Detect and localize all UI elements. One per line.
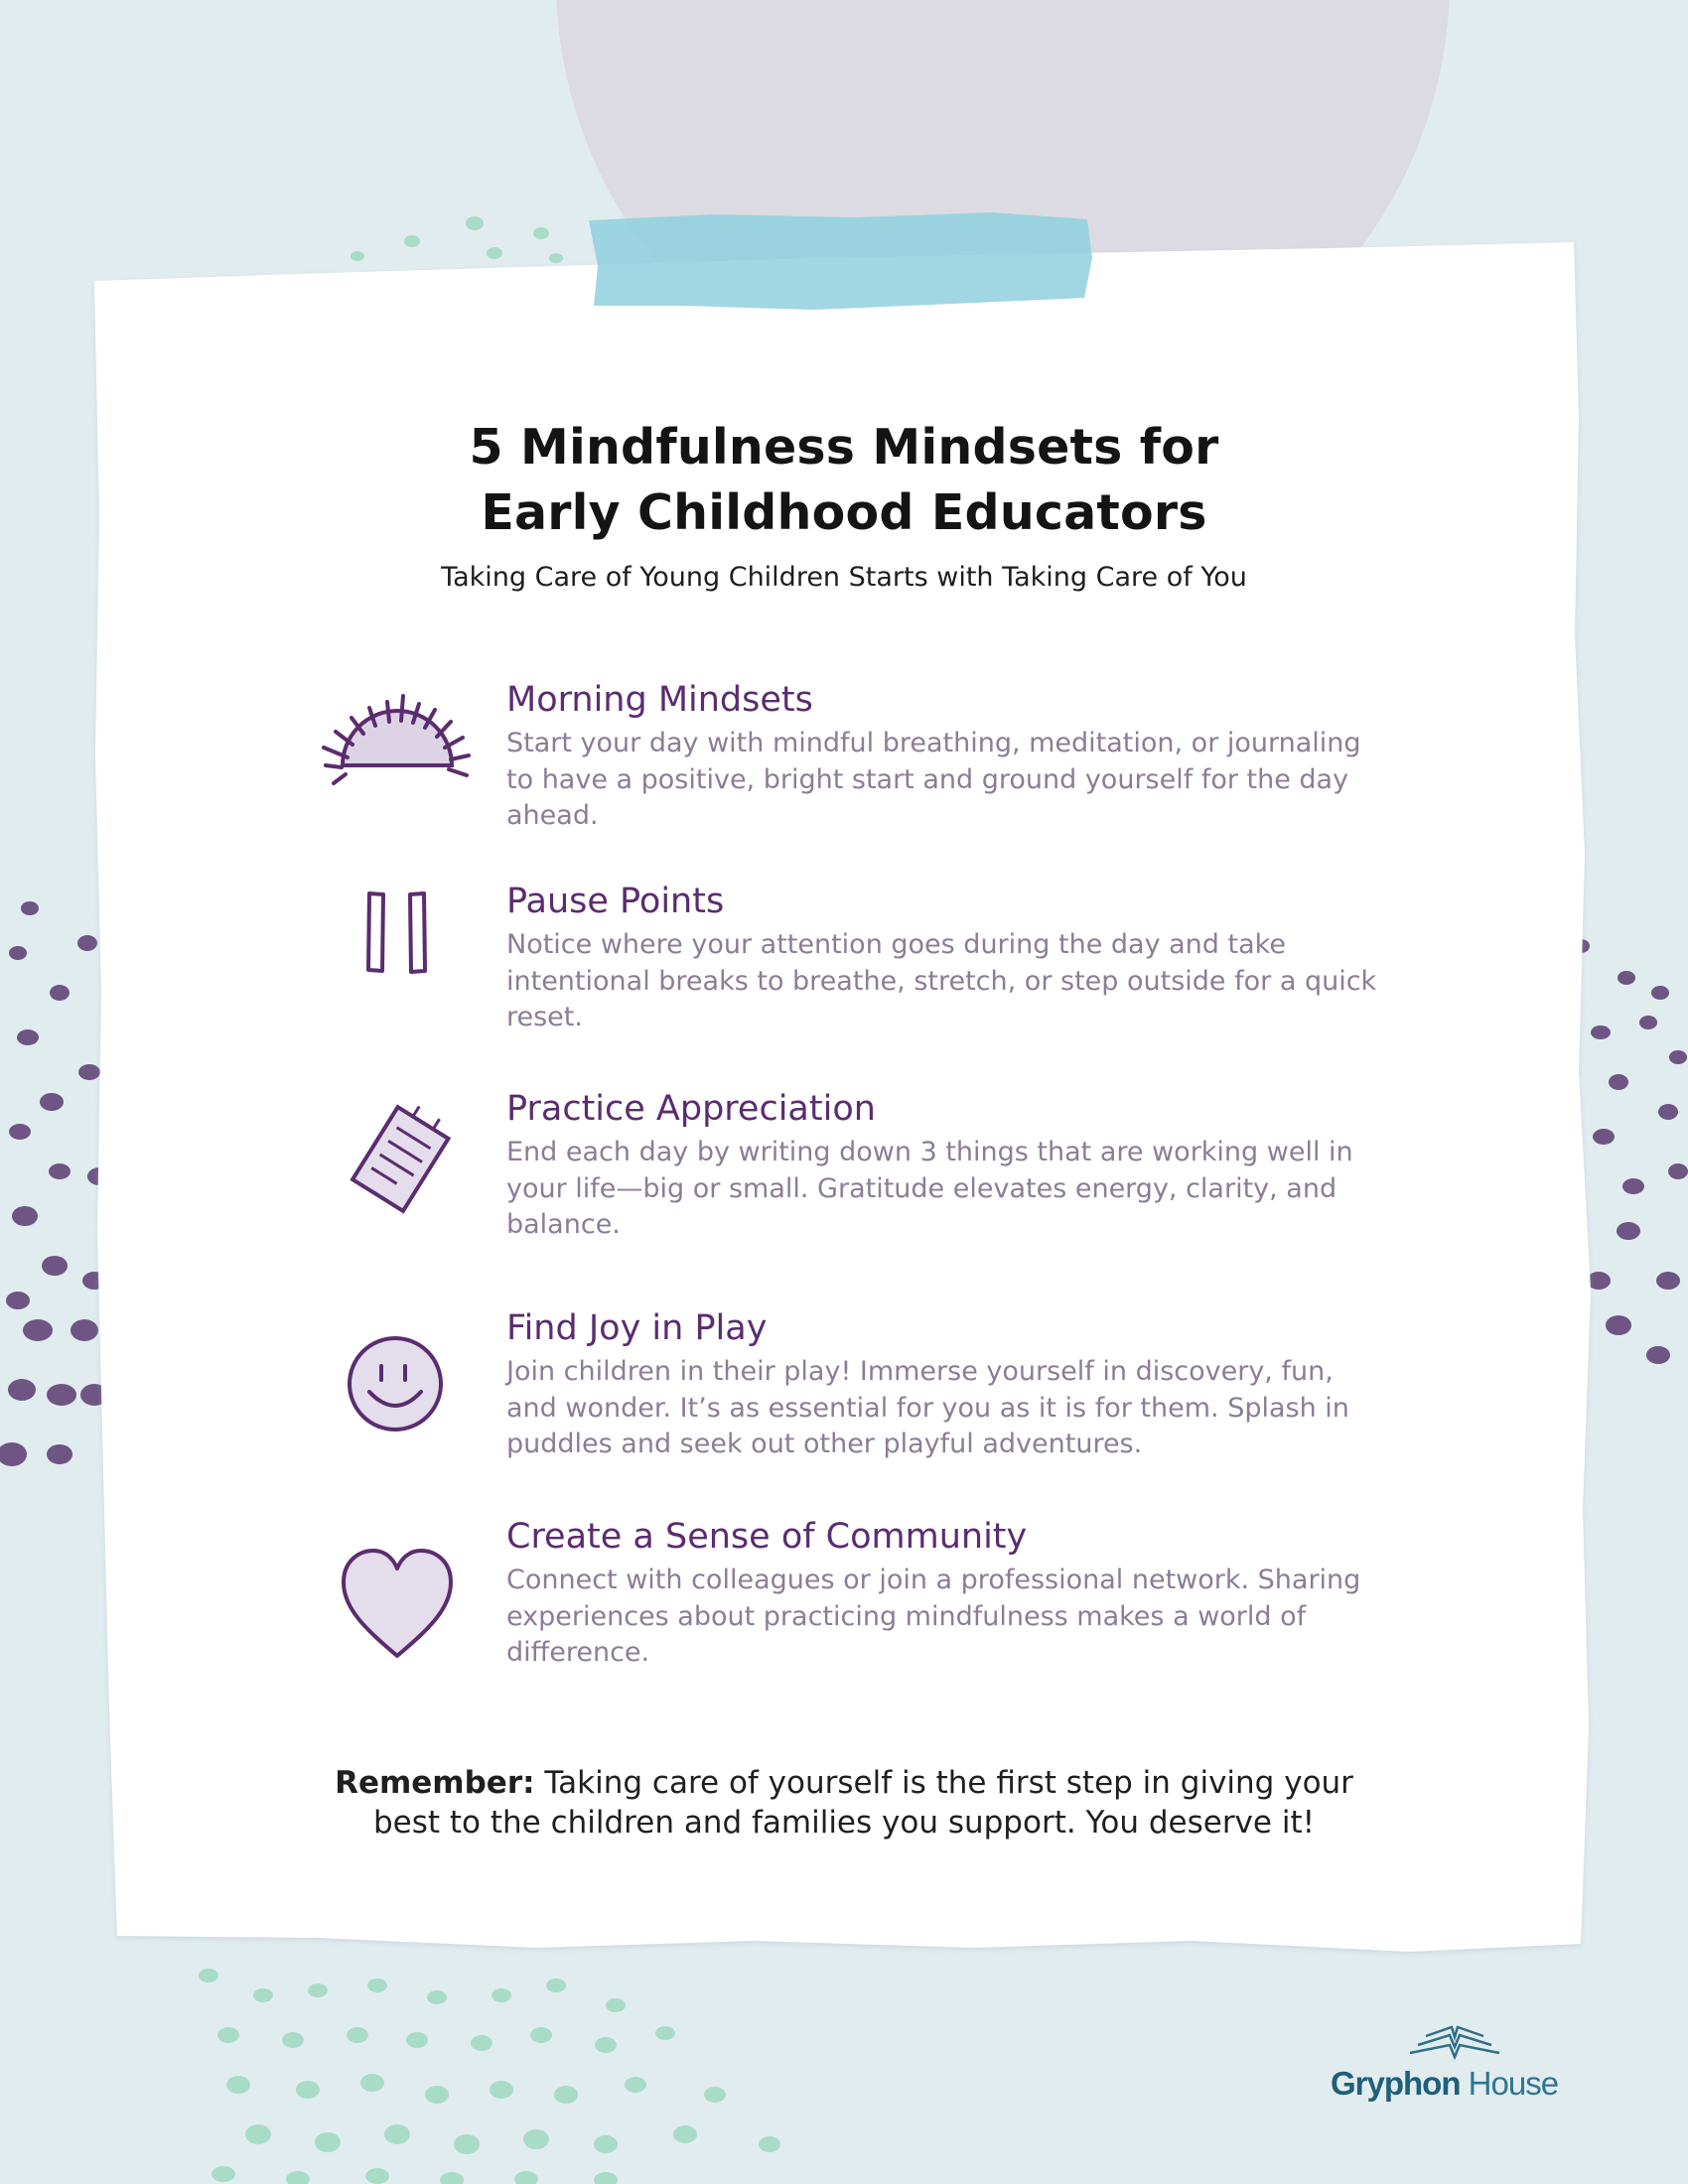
- smiley-icon: [298, 1308, 496, 1457]
- logo-text-strong: Gryphon: [1331, 2065, 1461, 2102]
- mindset-item-morning: [298, 680, 1390, 869]
- page-subtitle: Taking Care of Young Children Starts with Taking Care of You: [441, 562, 1247, 593]
- remember-text: Taking care of yourself is the first step in giving your best to the children and families you support. You deserve it!: [372, 1765, 1353, 1841]
- gryphon-house-logo: [1331, 2023, 1589, 2103]
- mindset-body: Notice where your attention goes during the day and take intentional breaks to breathe, stretch, or step outside for a quick reset.: [506, 929, 1377, 1032]
- mindset-body: Join children in their play! Immerse yourself in discovery, fun, and wonder. It’s as essential for you as it is for them. Splash in puddles and seek out other playful adventures.: [506, 1356, 1349, 1459]
- logo-wordmark: [1331, 2065, 1558, 2103]
- mindset-heading: Find Joy in Play: [506, 1308, 768, 1348]
- heart-icon: [298, 1517, 496, 1666]
- remember-label: Remember:: [335, 1765, 535, 1801]
- title-line-1: 5 Mindfulness Mindsets for: [469, 419, 1219, 476]
- open-book-icon: [1400, 2023, 1509, 2063]
- mindset-heading: Morning Mindsets: [506, 680, 813, 720]
- notepad-icon: [298, 1089, 496, 1238]
- mindset-item-pause: [298, 882, 1390, 1070]
- logo-text-light: House: [1460, 2065, 1559, 2102]
- mindset-body: Start your day with mindful breathing, meditation, or journaling to have a positive, bright start and ground yourself for the day ahead.: [506, 728, 1361, 831]
- title-line-2: Early Childhood Educators: [481, 484, 1207, 541]
- mindset-heading: Create a Sense of Community: [506, 1517, 1028, 1557]
- pause-icon: [298, 882, 496, 1030]
- mindset-body: End each day by writing down 3 things that are working well in your life—big or small. Gratitude elevates energy, clarity, and balance.: [506, 1137, 1353, 1240]
- page-title: [298, 415, 1390, 546]
- mindset-heading: Pause Points: [506, 882, 725, 921]
- mindset-item-play: [298, 1308, 1390, 1497]
- mindset-heading: Practice Appreciation: [506, 1089, 876, 1129]
- mindset-item-community: [298, 1517, 1390, 1706]
- sunrise-icon: [298, 680, 496, 829]
- mindset-body: Connect with colleagues or join a professional network. Sharing experiences about practicing mindfulness makes a world of difference.: [506, 1565, 1361, 1668]
- remember-note: [298, 1763, 1390, 1843]
- mindset-item-appreciation: [298, 1089, 1390, 1278]
